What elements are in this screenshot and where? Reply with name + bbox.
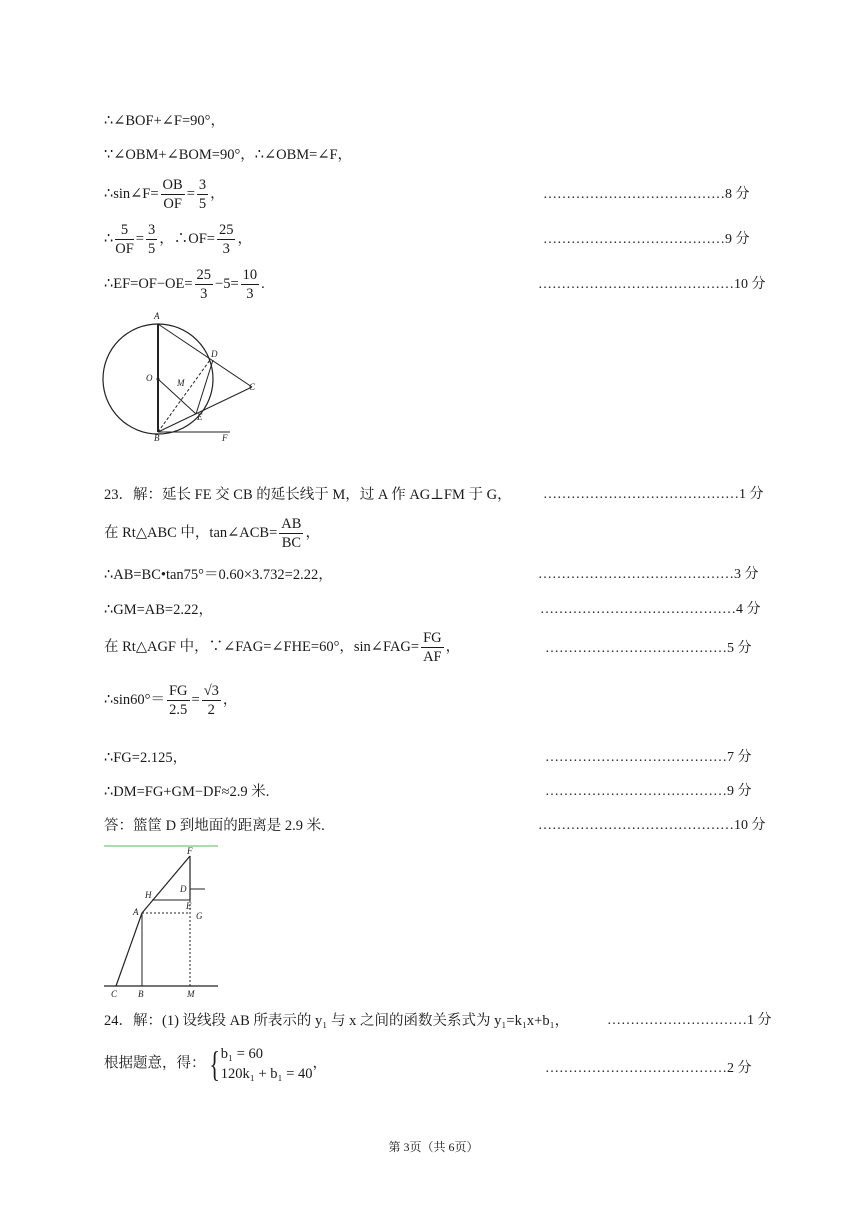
label-M: M [187, 989, 195, 999]
hoop-figure [100, 843, 222, 1003]
label-C: C [249, 382, 256, 392]
score-5: …………………………………5 分 [545, 641, 752, 656]
fraction: $\frac{FG}{AF}$ [423, 630, 442, 665]
step-line-2: ∵∠OBM+∠BOM=90°，∴∠OBM=∠F， [104, 147, 353, 163]
label-D: D [211, 349, 218, 359]
label-A: A [154, 311, 160, 321]
label-D: D [180, 884, 187, 894]
step-line-3: ∴sin∠F= $\frac{OB}{OF}$ = $\frac{3}{5}$ ， [104, 177, 225, 212]
fraction: $\frac{25}{3}$ [196, 267, 212, 302]
label-E: E [186, 901, 192, 911]
label-B: B [154, 433, 160, 443]
problem-23-line-5: 在 Rt△AGF 中，∵∠FAG=∠FHE=60°，sin∠FAG= $\frac{FG}{AF}$ ， [104, 630, 461, 665]
label-G: G [196, 911, 203, 921]
label-B: B [138, 989, 144, 999]
score-7: …………………………………7 分 [545, 750, 752, 765]
fraction: $\frac{25}{3}$ [218, 222, 234, 257]
fraction: $\frac{3}{5}$ [147, 222, 156, 257]
problem-24-line-2: 根据题意，得：{ b₁ = 60 120k₁ + b₁ = 40 ， [104, 1044, 327, 1084]
problem-23-answer: 答：篮筐 D 到地面的距离是 2.9 米. [104, 818, 325, 834]
problem-23-line-8: ∴DM=FG+GM−DF≈2.9 米. [104, 784, 270, 800]
page-footer: 第 3页（共 6页） [388, 1140, 479, 1154]
score-9: …………………………………9 分 [543, 232, 750, 247]
score-10b: ……………………………………10 分 [538, 818, 766, 833]
fraction: $\frac{AB}{BC}$ [281, 516, 302, 551]
brace: { [208, 1044, 220, 1084]
label-A: A [133, 907, 139, 917]
score-3: ……………………………………3 分 [538, 567, 759, 582]
score-1: ……………………………………1 分 [543, 487, 764, 502]
fraction: $\frac{FG}{2.5}$ [168, 683, 188, 718]
problem-23-line-2: 在 Rt△ABC 中，tan∠ACB= $\frac{AB}{BC}$ ， [104, 516, 320, 551]
problem-23-line-7: ∴FG=2.125， [104, 750, 188, 766]
equation-system: b₁ = 60 120k₁ + b₁ = 40 [220, 1046, 313, 1082]
problem-23-line-1: 23．解：延长 FE 交 CB 的延长线于 M，过 A 作 AG⊥FM 于 G， [104, 487, 512, 503]
score-4: ……………………………………4 分 [540, 602, 761, 617]
step-line-4: ∴ $\frac{5}{OF}$ = $\frac{3}{5}$ ，∴OF= $\frac{25}{3}$ ， [104, 222, 252, 257]
problem-23-line-4: ∴GM=AB=2.22， [104, 602, 213, 618]
problem-23-line-3: ∴AB=BC•tan75°＝0.60×3.732=2.22， [104, 567, 333, 583]
fraction: $\frac{√3}{2}$ [203, 683, 219, 718]
score-2: …………………………………2 分 [545, 1061, 752, 1076]
score-9b: …………………………………9 分 [545, 784, 752, 799]
score-10: ……………………………………10 分 [538, 277, 766, 292]
problem-24-line-1: 24．解：(1) 设线段 AB 所表示的 y₁ 与 x 之间的函数关系式为 y₁=k₁x+b₁， [104, 1013, 570, 1029]
score-8: …………………………………8 分 [543, 187, 750, 202]
step-line-5: ∴EF=OF−OE= $\frac{25}{3}$ −5= $\frac{10}{3}$ . [104, 267, 265, 302]
label-M: M [177, 378, 185, 388]
step-line-1: ∴∠BOF+∠F=90°， [104, 113, 225, 129]
fraction: $\frac{10}{3}$ [242, 267, 258, 302]
fraction: $\frac{OB}{OF}$ [162, 177, 183, 212]
score-1b: …………………………1 分 [607, 1013, 772, 1028]
fraction: $\frac{3}{5}$ [198, 177, 207, 212]
label-F: F [187, 846, 193, 856]
label-E: E [197, 412, 203, 422]
problem-23-line-6: ∴sin60°＝ $\frac{FG}{2.5}$ = $\frac{√3}{2}$ ， [104, 683, 238, 718]
label-H: H [145, 890, 152, 900]
fraction: $\frac{5}{OF}$ [115, 222, 134, 257]
circle-figure [100, 308, 260, 444]
label-F: F [222, 433, 228, 443]
label-C: C [111, 989, 118, 999]
label-O: O [146, 373, 153, 383]
